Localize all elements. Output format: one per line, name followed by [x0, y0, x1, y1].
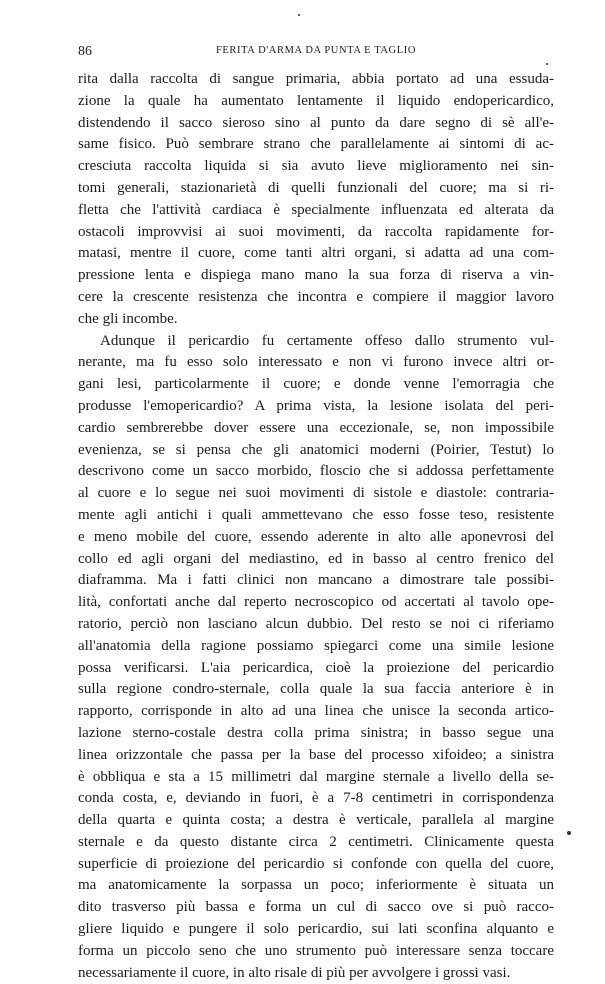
text-line: nerante, ma fu esso solo interessato e non vi furono invece altri or-	[78, 354, 554, 371]
text-line: della quarta e quinta costa; a destra è verticale, parallela al margine	[78, 812, 554, 829]
text-line: e meno mobile del cuore, essendo aderente in alto alle aponevrosi del	[78, 528, 554, 545]
text-line: same fisico. Può sembrare strano che parallelamente ai sintomi di ac-	[78, 136, 554, 153]
text-line: ratorio, perciò non lasciano alcun dubbio. Del resto se noi ci riferiamo	[78, 615, 554, 632]
ink-speck	[298, 14, 300, 16]
text-line: matasi, mentre il cuore, come tanti altri organi, si adatta ad una com-	[78, 245, 554, 262]
text-line: rapporto, corrisponde in alto ad una linea che unisce la seconda artico-	[78, 703, 554, 720]
text-line: dito trasverso più bassa e forma un cul di sacco ove si può racco-	[78, 899, 554, 916]
paragraph	[78, 69, 554, 331]
text-line: ostacoli improvvisi ai suoi movimenti, da raccolta rapidamente for-	[78, 223, 554, 240]
text-line: produsse l'emopericardio? A prima vista, la lesione isolata del peri-	[78, 397, 554, 414]
text-line: tomi generali, stazionarietà di quelli funzionali del cuore; ma si ri-	[78, 179, 554, 196]
text-line: superficie di proiezione del pericardio si confonde con quella del cuore,	[78, 855, 554, 872]
text-line: all'anatomia della ragione possiamo spiegarci come una simile lesione	[78, 637, 554, 654]
text-line: possa verificarsi. L'aia pericardica, cioè la proiezione del pericardio	[78, 659, 554, 676]
ink-speck	[546, 63, 548, 65]
text-line: descrivono come un sacco morbido, floscio che si addossa perfettamente	[78, 463, 554, 480]
page-header	[78, 44, 554, 64]
text-line: Adunque il pericardio fu certamente offeso dallo strumento vul-	[100, 332, 554, 349]
text-line: distendendo il sacco sieroso sino al punto da dare segno di sè all'e-	[78, 114, 554, 131]
text-line: al cuore e lo segue nei suoi movimenti di sistole e diastole: contraria-	[78, 485, 554, 502]
text-line: conda costa, e, deviando in fuori, è a 7-8 centimetri in corrispondenza	[78, 790, 554, 807]
text-line: che gli incombe.	[78, 310, 178, 327]
text-line: linea orizzontale che passa per la base del processo xifoideo; a sinistra	[78, 746, 554, 763]
text-line: collo ed agli organi del mediastino, ed in basso al centro frenico del	[78, 550, 554, 567]
text-line: ma anatomicamente la sorpassa un poco; inferiormente è situata un	[78, 877, 554, 894]
text-line: gliere liquido e pungere il solo pericardio, sui lati sconfina alquanto e	[78, 921, 554, 938]
text-line: è obbliqua e sta a 15 millimetri dal margine sternale a livello della se-	[78, 768, 554, 785]
text-line: forma un piccolo seno che uno strumento può interessare senza toccare	[78, 942, 554, 959]
text-line: evenienza, se si pensa che gli anatomici moderni (Poirier, Testut) lo	[78, 441, 554, 458]
text-line: cresciuta raccolta liquida si sia avuto lieve miglioramento nei sin-	[78, 158, 554, 175]
paragraph	[78, 331, 554, 984]
text-line: cardio sembrerebbe dover essere una eccezionale, se, non impossibile	[78, 419, 554, 436]
text-line: rita dalla raccolta di sangue primaria, abbia portato ad una essuda-	[78, 71, 554, 87]
text-line: lità, confortati anche dal reperto necroscopico od accertati al tavolo ope-	[78, 594, 554, 611]
running-title: FERITA D'ARMA DA PUNTA E TAGLIO	[215, 45, 417, 56]
text-line: fletta che l'attività cardiaca è specialmente influenzata ed alterata da	[78, 201, 554, 218]
text-line: pressione lenta e dispiega mano mano la sua forza di riserva a vin-	[78, 267, 554, 284]
text-line: sulla regione condro-sternale, colla quale la sua faccia anteriore è in	[78, 681, 554, 698]
text-line: necessariamente il cuore, in alto risale di più per avvolgere i grossi vasi.	[78, 964, 511, 981]
text-line: gani lesi, particolarmente il cuore; e donde venne l'emorragia che	[78, 376, 554, 393]
text-line: lazione sterno-costale destra colla prima sinistra; in basso segue una	[78, 724, 554, 741]
text-line: diaframma. Ma i fatti clinici non mancano a dimostrare tale possibi-	[78, 572, 554, 589]
text-line: zione la quale ha aumentato lentamente il liquido endopericardico,	[78, 92, 554, 109]
ink-speck	[567, 831, 571, 835]
text-line: cere la crescente resistenza che incontra e compiere il maggior lavoro	[78, 288, 554, 305]
text-line: mente agli antichi i quali ammettevano che esso fosse teso, resistente	[78, 506, 554, 523]
body-text	[78, 69, 554, 984]
page-number: 86	[78, 44, 92, 59]
text-line: sternale e da questo distante circa 2 centimetri. Clinicamente questa	[78, 833, 554, 850]
